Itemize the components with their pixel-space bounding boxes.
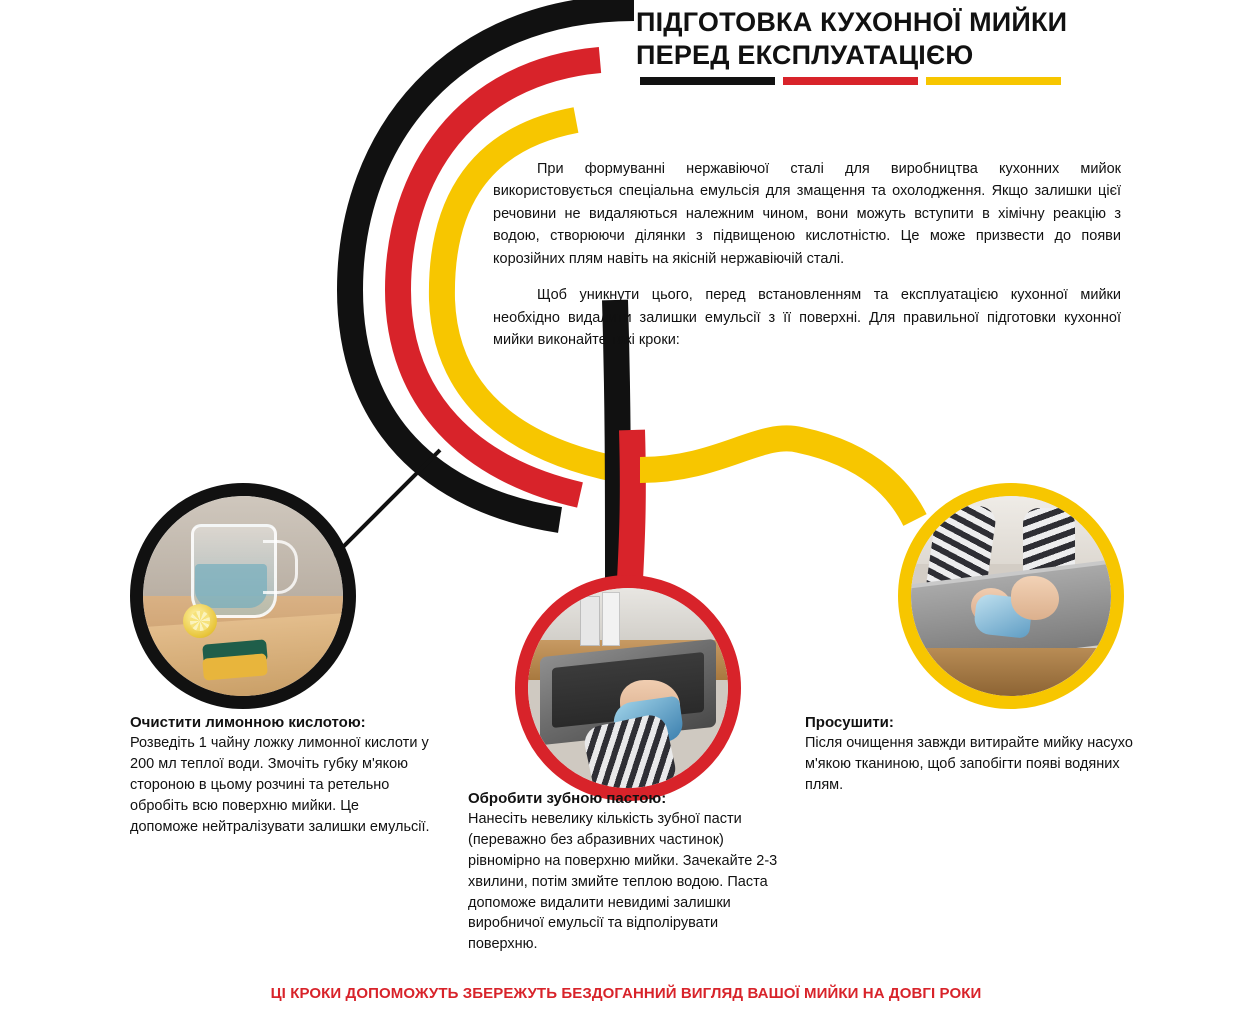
step-1-title: Очистити лимонною кислотою: [130,714,366,731]
step-3-caption [805,714,1145,796]
step-2-title: Обробити зубною пастою: [468,790,667,807]
arc-yellow-branch [640,438,915,520]
step-1-body: Розведіть 1 чайну ложку лимонної кислоти у 200 мл теплої води. Змочіть губку м'якою стороною в цьому розчині та ретельно обробіть всю поверхню мийки. Це допоможе нейтралізувати залишки емульсії. [130,735,430,835]
step-1-photo-circle [130,483,356,709]
step-2-photo-circle [515,575,741,801]
page-title-line-1: ПІДГОТОВКА КУХОННОЇ МИЙКИ [636,7,1068,37]
connector-left [330,450,440,560]
footer-note: ЦІ КРОКИ ДОПОМОЖУТЬ ЗБЕРЕЖУТЬ БЕЗДОГАННИЙ ВИГЛЯД ВАШОЇ МИЙКИ НА ДОВГІ РОКИ [270,985,982,1002]
rule-segment-black [640,77,775,85]
step-3-photo-circle [898,483,1124,709]
rule-gap-2 [918,77,926,85]
arc-red-descender [630,430,633,580]
rule-segment-yellow [926,77,1061,85]
step-2-caption [468,790,788,955]
step-2-body: Нанесіть невелику кількість зубної пасти (переважно без абразивних частинок) рівномірно на поверхню мийки. Зачекайте 2-3 хвилини, потім змийте теплою водою. Паста допоможе видалити невидимі залишки виробничої емульсії та відполірувати поверхню. [468,811,778,953]
header [636,6,1236,73]
step-3-title: Просушити: [805,714,894,731]
page-title-line-2: ПЕРЕД ЕКСПЛУАТАЦІЄЮ [636,40,974,71]
flag-rule [640,77,1070,85]
intro-paragraph-1: При формуванні нержавіючої сталі для виробництва кухонних мийок використовується спеціальна емульсія для змащення та охолодження. Якщо залишки цієї речовини не видаляються належним чином, вони можуть вступити в хімічну реакцію з водою, створюючи ділянки з підвищеною кислотністю. Це може призвести до появи корозійних плям навіть на якісній нержавіючій сталі. [493,161,1121,267]
hands-drying-sink-photo [911,496,1111,696]
step-1-caption [130,714,430,837]
intro-paragraph-2: Щоб уникнути цього, перед встановленням та експлуатацією кухонної мийки необхідно видалити залишки емульсії з її поверхні. Для правильної підготовки кухонної мийки виконайте такі кроки: [493,287,1121,349]
rule-gap-1 [775,77,783,85]
rule-segment-red [783,77,918,85]
hand-wiping-sink-photo [528,588,728,788]
step-3-body: Після очищення завжди витирайте мийку насухо м'якою тканиною, щоб запобігти появі водяних плям. [805,735,1133,793]
jug-lemon-sponge-photo [143,496,343,696]
intro-text-block [493,158,1121,352]
